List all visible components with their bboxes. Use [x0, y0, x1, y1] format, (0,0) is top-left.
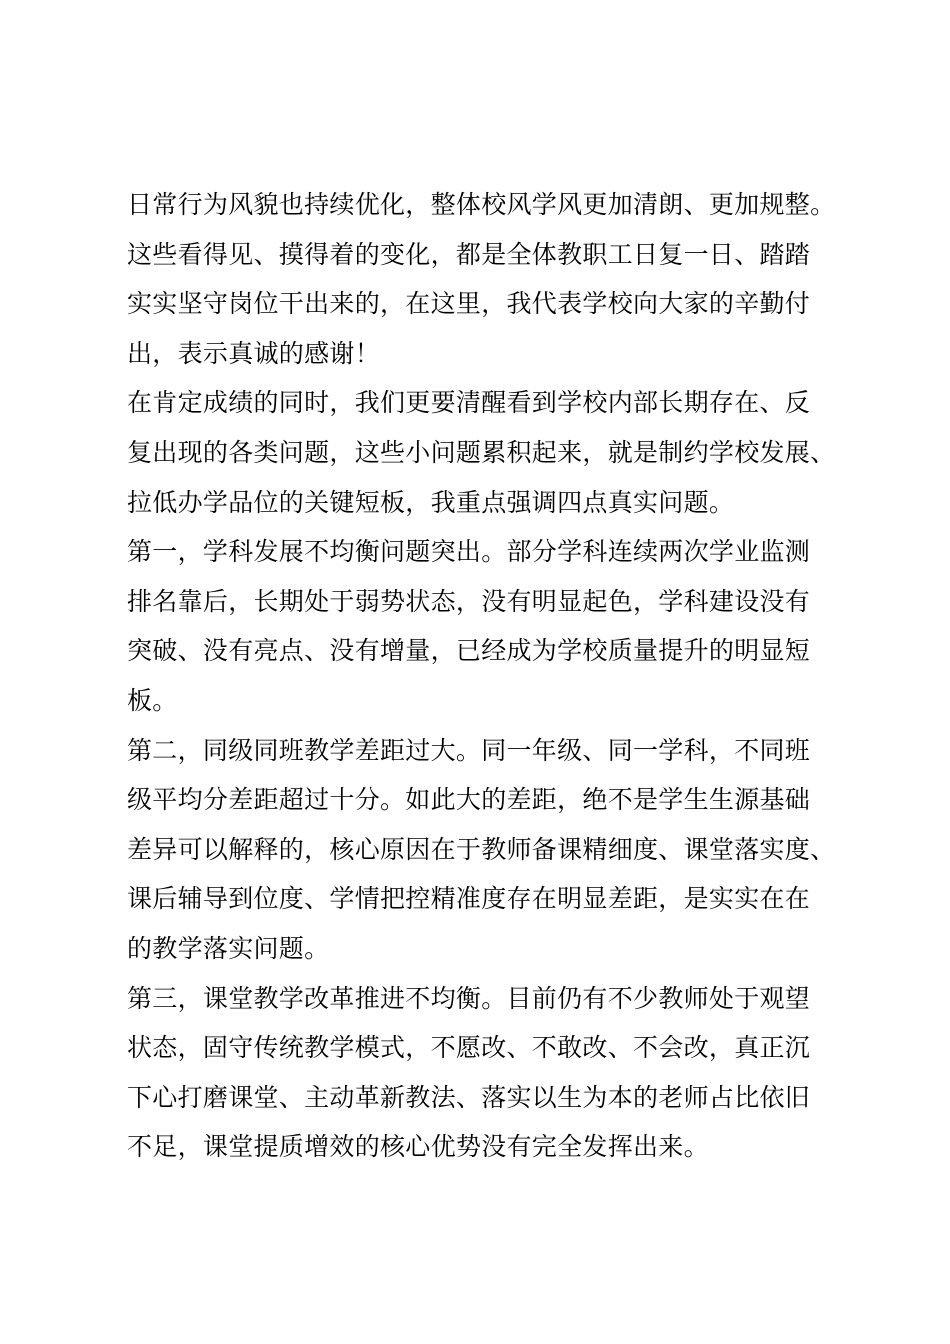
text-line: 级平均分差距超过十分。如此大的差距，绝不是学生生源基础 [127, 785, 811, 815]
text-line: 复出现的各类问题，这些小问题累积起来，就是制约学校发展、 [127, 437, 836, 467]
text-line: 板。 [127, 685, 178, 715]
text-line: 拉低办学品位的关键短板，我重点强调四点真实问题。 [127, 487, 735, 517]
text-line: 日常行为风貌也持续优化，整体校风学风更加清朗、更加规整。 [127, 190, 836, 219]
text-line: 差异可以解释的，核心原因在于教师备课精细度、课堂落实度、 [127, 834, 836, 864]
text-line: 的教学落实问题。 [127, 933, 330, 963]
text-line: 第一，学科发展不均衡问题突出。部分学科连续两次学业监测 [127, 537, 811, 567]
text-line: 第三，课堂教学改革推进不均衡。目前仍有不少教师处于观望 [127, 983, 811, 1013]
text-line: 第二，同级同班教学差距过大。同一年级、同一学科，不同班 [127, 735, 811, 765]
body-text [127, 180, 847, 1172]
text-line: 课后辅导到位度、学情把控精准度存在明显差距，是实实在在 [127, 884, 811, 914]
text-line: 排名靠后，长期处于弱势状态，没有明显起色，学科建设没有 [127, 586, 811, 616]
text-line: 在肯定成绩的同时，我们更要清醒看到学校内部长期存在、反 [127, 388, 811, 418]
text-line: 下心打磨课堂、主动革新教法、落实以生为本的老师占比依旧 [127, 1082, 811, 1112]
text-line: 出，表示真诚的感谢！ [127, 338, 381, 368]
text-line: 不足，课堂提质增效的核心优势没有完全发挥出来。 [127, 1132, 709, 1162]
text-line: 实实坚守岗位干出来的，在这里，我代表学校向大家的辛勤付 [127, 289, 811, 319]
text-line: 突破、没有亮点、没有增量，已经成为学校质量提升的明显短 [127, 636, 811, 666]
text-line: 这些看得见、摸得着的变化，都是全体教职工日复一日、踏踏 [127, 239, 811, 269]
text-line: 状态，固守传统教学模式，不愿改、不敢改、不会改，真正沉 [127, 1033, 811, 1063]
